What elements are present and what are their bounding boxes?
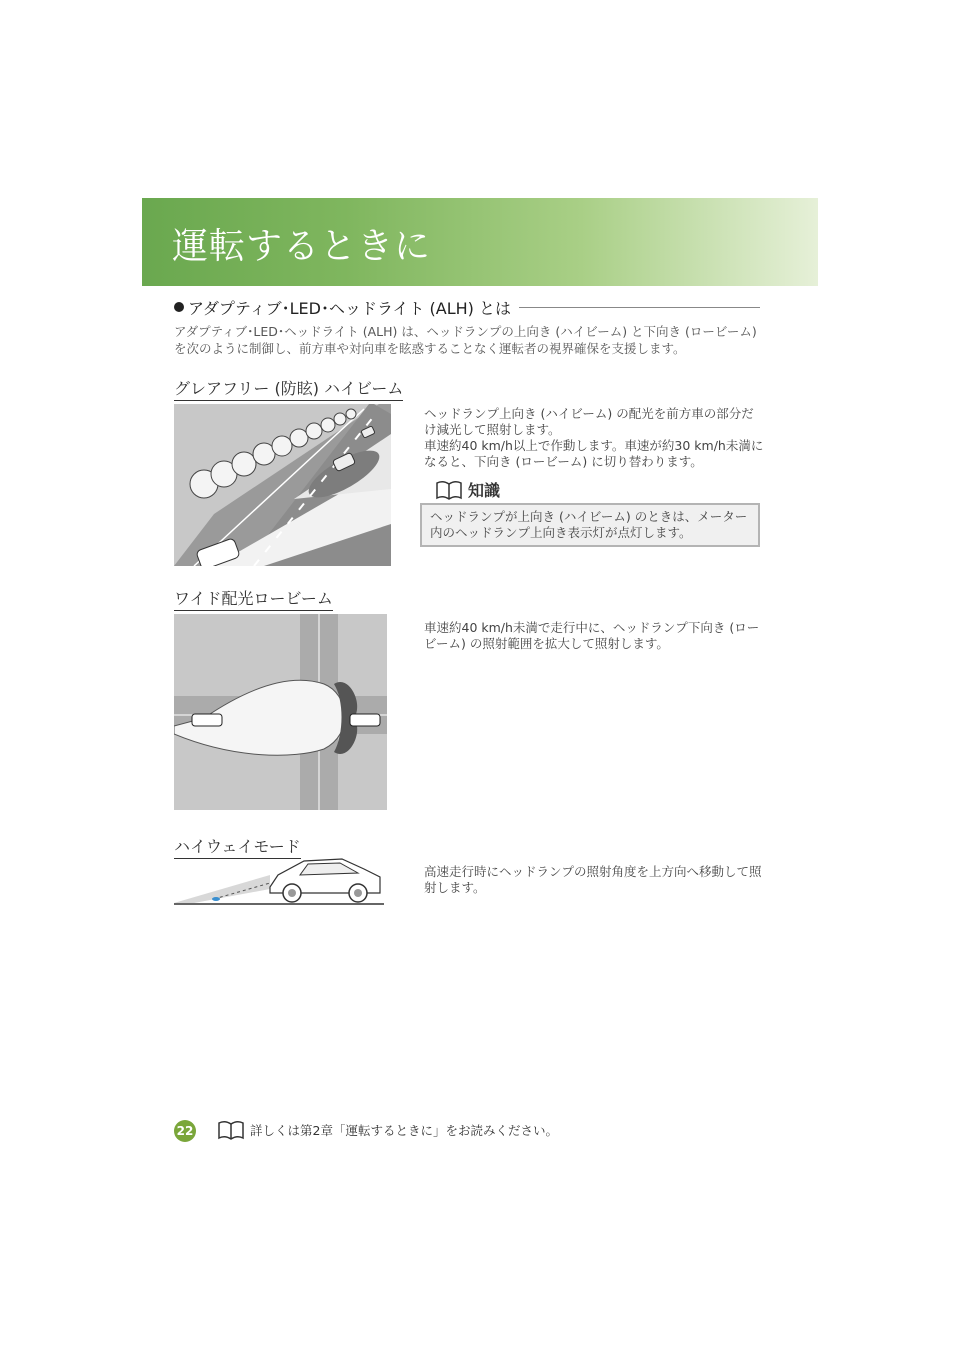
section-intro: アダプティブ･LED･ヘッドライト (ALH) は、ヘッドランプの上向き (ハイビーム) と下向き (ロービーム) を次のように制御し、前方車や対向車を眩惑することなく運転者の視界確保を支援します。 (174, 324, 757, 356)
footer-reference-text: 詳しくは第2章「運転するときに」をお読みください。 (250, 1123, 558, 1138)
section-heading (174, 292, 760, 322)
highway-mode-illustration (174, 855, 384, 907)
subheading-wide-low: ワイド配光ロービーム (174, 586, 333, 611)
knowledge-label: 知識 (468, 481, 501, 500)
book-icon (436, 480, 462, 500)
chapter-title: 運転するときに (172, 226, 432, 267)
subheading-glare-free: グレアフリー (防眩) ハイビーム (174, 376, 403, 401)
wide-low-beam-illustration (174, 614, 387, 810)
highway-description: 高速走行時にヘッドランプの照射角度を上方向へ移動して照射します。 (424, 864, 762, 895)
page-number: 22 (174, 1120, 196, 1142)
book-icon (218, 1120, 244, 1140)
bullet-icon (174, 302, 184, 312)
wide-low-description: 車速約40 km/h未満で走行中に、ヘッドランプ下向き (ロービーム) の照射範囲を拡大して照射します。 (424, 620, 760, 651)
divider (519, 307, 760, 308)
knowledge-heading (436, 478, 500, 501)
glare-free-desc-line: 車速約40 km/h以上で作動します。車速が約30 km/h未満になると、下向き (ロービーム) に切り替わります。 (424, 438, 764, 469)
glare-free-illustration (174, 404, 391, 566)
subheading-highway: ハイウェイモード (174, 834, 301, 859)
knowledge-note: ヘッドランプが上向き (ハイビーム) のときは、メーター内のヘッドランプ上向き表示灯が点灯します。 (420, 503, 760, 547)
glare-free-description (424, 406, 764, 470)
glare-free-desc-line: ヘッドランプ上向き (ハイビーム) の配光を前方車の部分だけ減光して照射します。 (424, 406, 754, 437)
section-heading-text: アダプティブ･LED･ヘッドライト (ALH) とは (188, 298, 512, 318)
footer-reference (218, 1120, 558, 1140)
chapter-banner (142, 198, 818, 286)
